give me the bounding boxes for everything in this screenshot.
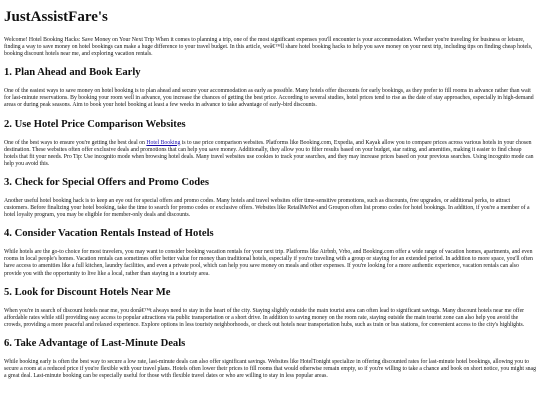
section-heading-special-offers: 3. Check for Special Offers and Promo Codes <box>4 176 209 188</box>
section-heading-comparison-websites: 2. Use Hotel Price Comparison Websites <box>4 118 186 130</box>
section-body-last-minute: While booking early is often the best way to secure a low rate, last-minute deals can also offer significant savings. Websites like HotelTonight specialize in offering discounted rates for last-minute hotel bookings, allowing you to secure a room at a reduced price if you're flexible with your travel plans. Hotels often lower their prices to fill rooms that would otherwise remain empty, so if you're willing to take a chance and book on short notice, you might snag a great deal. Last-minute booking can be especially useful for those with flexible travel dates or who are willing to stay in less popular areas. <box>4 358 536 380</box>
section-heading-plan-ahead: 1. Plan Ahead and Book Early <box>4 67 141 79</box>
body-text-after-link: is to use price comparison websites. Platforms like Booking.com, Expedia, and Kayak allow you to compare prices across various hotels in your chosen destination. These websites often offer exclusive deals and promotions that can help you save money. Additionally, they allow you to filter results based on your budget, star rating, and amenities, making it easier to find cheap hotels that fit your needs. Pro Tip: Use incognito mode when browsing hotel deals. Many travel websites use cookies to track your searches, and they may increase prices based on your previous searches. Using incognito mode can help you avoid this. <box>4 139 534 167</box>
section-body-discount-hotels: When you're in search of discount hotels near me, you donâ€™t always need to stay in the heart of the city. Staying slightly outside the main tourist area can often lead to significant savings. Many discount hotels near me offer affordable rates while still providing easy access to popular attractions via public transportation or a short drive. In addition to saving money on the room rate, staying outside the main tourist zone can also help you avoid the crowds, providing a more peaceful and relaxed experience. Explore options in less touristy neighborhoods, or check out hotels near transportation hubs, such as train or bus stations, for convenient access to the city's highlights. <box>4 307 525 328</box>
hotel-booking-link[interactable]: Hotel Booking <box>146 139 181 146</box>
section-heading-last-minute: 6. Take Advantage of Last-Minute Deals <box>4 337 186 349</box>
intro-paragraph: Welcome! Hotel Booking Hacks: Save Money on Your Next Trip When it comes to planning a trip, one of the most significant expenses you'll encounter is your accommodation. Whether you're traveling for business or leisure, finding a way to save money on hotel bookings can make a huge difference to your travel budget. In this article, weâ€™ll share hotel booking hacks to help you save money on your next trip, including tips on finding cheap hotels, booking discount hotels near me, and exploring vacation rentals. <box>4 37 533 58</box>
body-text-before-link: One of the best ways to ensure you're getting the best deal on <box>4 139 147 146</box>
section-body-comparison-websites <box>4 140 536 168</box>
section-heading-vacation-rentals: 4. Consider Vacation Rentals Instead of Hotels <box>4 228 214 240</box>
section-heading-discount-hotels: 5. Look for Discount Hotels Near Me <box>4 286 171 298</box>
site-title: JustAssistFare's <box>4 9 108 25</box>
section-body-plan-ahead: One of the easiest ways to save money on hotel booking is to plan ahead and secure your accommodation as early as possible. Many hotels offer discounts for early bookings, as they prefer to fill rooms in advance rather than wait for last-minute reservations. By booking your room well in advance, you increase the chances of getting the best price. According to several studies, hotel prices tend to rise as the date of stay approaches, especially in high-demand areas or during peak seasons. Aim to book your hotel booking at least a few weeks in advance to take advantage of early-bird discounts. <box>4 88 534 109</box>
section-body-vacation-rentals: While hotels are the go-to choice for most travelers, you may want to consider booking vacation rentals for your next trip. Platforms like Airbnb, Vrbo, and Booking.com offer a wide range of vacation homes, apartments, and even rooms in local people's homes. Vacation rentals can sometimes offer better value for money than traditional hotels, especially if you're traveling with a group or staying for an extended period. In addition to more space, you'll often have access to amenities like a full kitchen, laundry facilities, and even a private pool, which can help you save money on meals and other expenses. If you're looking for a more authentic experience, vacation rentals can also provide you with the opportunity to live like a local, rather than staying in a touristy area. <box>4 249 533 277</box>
section-body-special-offers: Another useful hotel booking hack is to keep an eye out for special offers and promo codes. Many hotels and travel websites offer time-sensitive promotions, such as discounts, free upgrades, or additional perks, to attract customers. Before finalizing your hotel booking, take the time to search for promo codes or exclusive offers. Websites like RetailMeNot and Groupon often list promo codes for hotel bookings. In addition, if you're a member of a hotel loyalty program, you may be eligible for member-only deals and discounts. <box>4 197 530 219</box>
